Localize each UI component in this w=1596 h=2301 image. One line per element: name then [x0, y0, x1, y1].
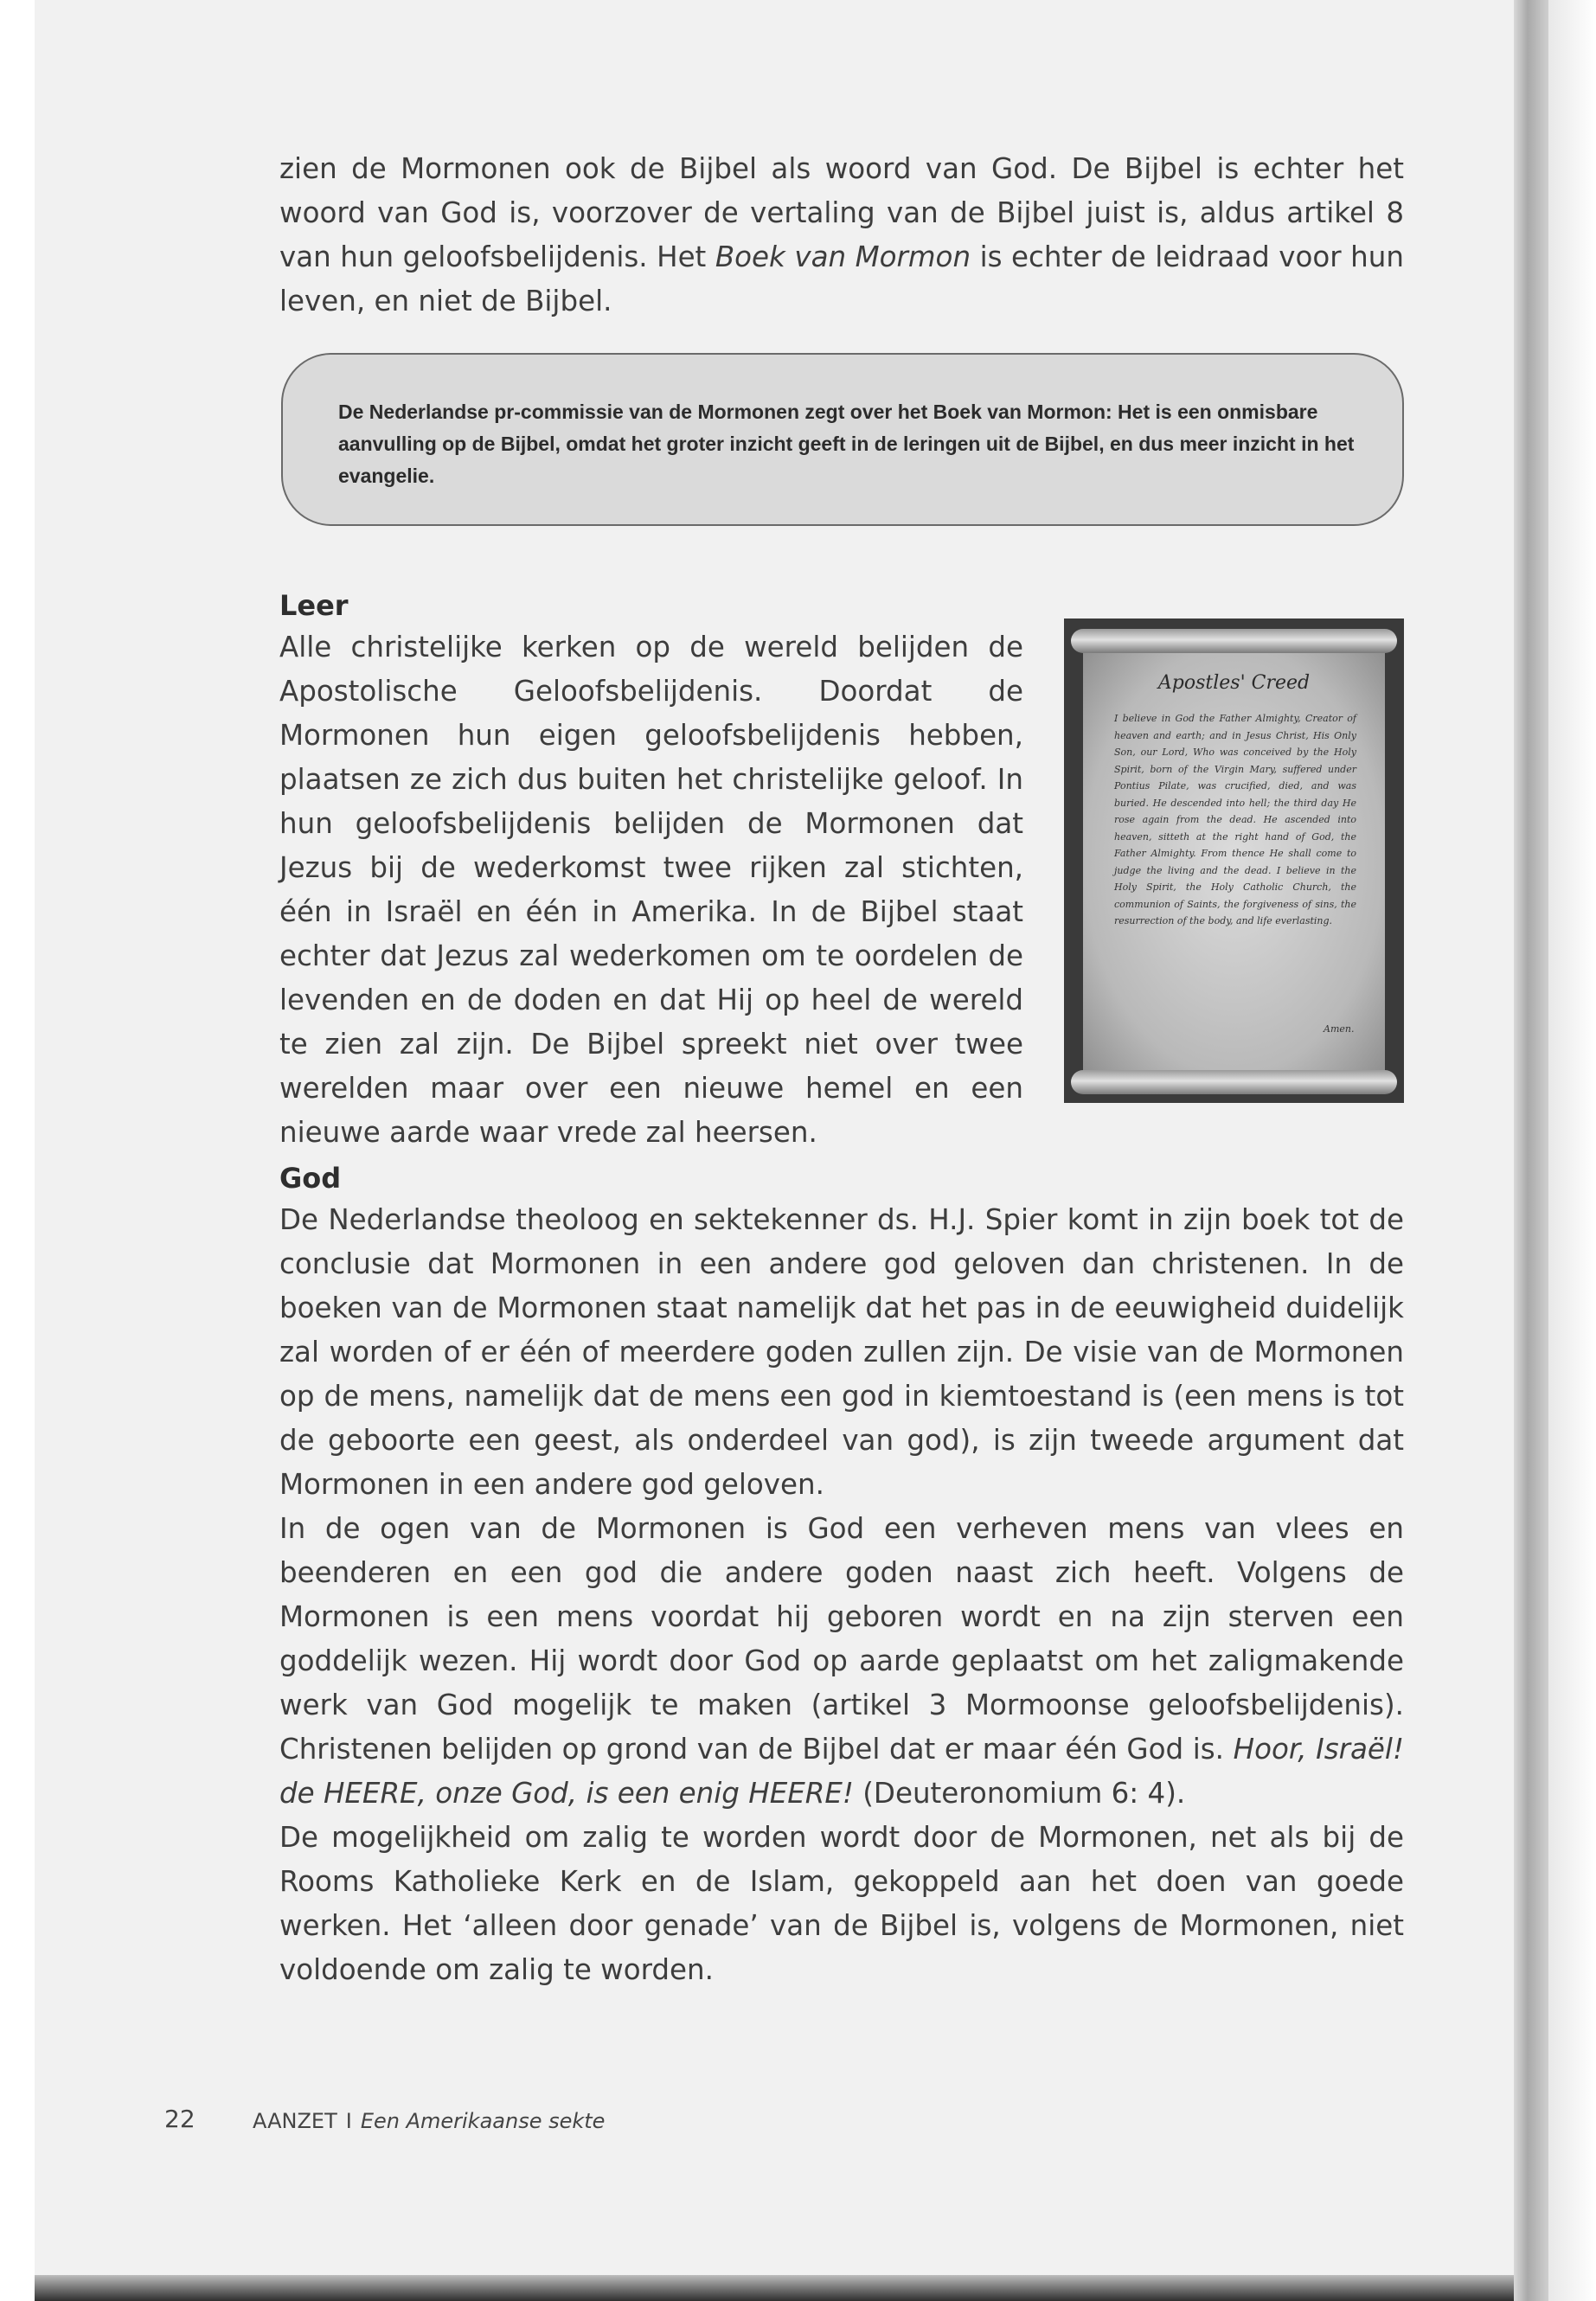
leer-paragraph: Alle christelijke kerken op de wereld belijden de Apostolische Geloofsbelijdenis. Doordat de Mormonen hun eigen geloofsbelijdenis hebben, plaatsen ze zich dus buiten het christelijke geloof. In hun geloofsbelijdenis belijden de Mormonen dat Jezus bij de wederkomst twee rijken zal stichten, één in Israël en één in Amerika. In de Bijbel staat echter dat Jezus zal wederkomen om te oordelen de levenden en de doden en dat Hij op heel de wereld te zien zal zijn. De Bijbel spreekt niet over twee werelden maar over een nieuwe hemel en een nieuwe aarde waar vrede zal heersen. — [279, 631, 1023, 1149]
intro-lead: zien de Mormonen ook de Bijbel als woord van God. De Bijbel is echter het woord van God is, voorzover de vertaling van de Bijbel juist is, aldus artikel 8 van hun geloofsbelijdenis. Het — [279, 152, 1404, 273]
intro-tail: is echter de leidraad voor hun leven, en niet de Bijbel. — [279, 240, 1404, 317]
book-edge — [1548, 0, 1596, 2301]
bible-quote: Hoor, Israël! de HEERE, onze God, is een enig HEERE! — [279, 1733, 1404, 1810]
creed-text: I believe in God the Father Almighty, Creator of heaven and earth; and in Jesus Christ, His Only Son, our Lord, Who was conceived by the Holy Spirit, born of the Virgin Mary, suffered under Pontius Pilate, was crucified, died, and was buried. He descended into hell; the third day He rose again from the dead. He ascended into heaven, sitteth at the right hand of God, the Father Almighty. From thence He shall come to judge the living and the dead. I believe in the Holy Spirit, the Holy Catholic Church, the communion of Saints, the forgiveness of sins, the resurrection of the body, and life everlasting. — [1114, 713, 1356, 926]
apostles-creed-image — [1064, 619, 1404, 1103]
god-paragraph-3: De mogelijkheid om zalig te worden wordt door de Mormonen, net als bij de Rooms Katholieke Kerk en de Islam, gekoppeld aan het doen van goede werken. Het ‘alleen door genade’ van de Bijbel is, volgens de Mormonen, niet voldoende om zalig te worden. — [279, 1821, 1404, 1986]
running-footer — [253, 2109, 605, 2133]
god-paragraph-2 — [279, 1507, 1404, 1816]
book-spine — [1514, 0, 1548, 2301]
intro-paragraph — [279, 147, 1404, 324]
creed-title: Apostles' Creed — [1157, 672, 1311, 694]
scroll-roll-top — [1071, 629, 1397, 653]
callout-text: De Nederlandse pr-commissie van de Mormonen zegt over het Boek van Mormon: Het is een onmisbare aanvulling op de Bijbel, omdat het groter inzicht geeft in de leringen uit de Bijbel, en dus meer inzicht in het evangelie. — [338, 401, 1355, 487]
running-head-subtitle: Een Amerikaanse sekte — [360, 2109, 606, 2133]
intro-book-title: Boek van Mormon — [715, 240, 971, 273]
bottom-shadow — [35, 2275, 1514, 2301]
page-number: 22 — [164, 2105, 195, 2133]
section-heading-god: God — [279, 1162, 342, 1195]
god-paragraph-1: De Nederlandse theoloog en sektekenner ds. H.J. Spier komt in zijn boek tot de conclusie dat Mormonen in een andere god geloven dan christenen. In de boeken van de Mormonen staat namelijk dat het pas in de eeuwigheid duidelijk zal worden of er één of meerdere goden zullen zijn. De visie van de Mormonen op de mens, namelijk dat de mens een god in kiemtoestand is (een mens is tot de geboorte een geest, als onderdeel van god), is zijn tweede argument dat Mormonen in een andere god geloven. — [279, 1203, 1404, 1501]
god-p2-lead: In de ogen van de Mormonen is God een verheven mens van vlees en beenderen en een god die andere goden naast zich heeft. Volgens de Mormonen is een mens voordat hij geboren wordt en na zijn sterven een goddelijk wezen. Hij wordt door God op aarde geplaatst om het zaligmakende werk van God mogelijk te maken (artikel 3 Mormoonse geloofsbelijdenis). Christenen belijden op grond van de Bijbel dat er maar één God is. — [279, 1512, 1404, 1766]
footer-separator: I — [345, 2109, 352, 2133]
quote-callout — [281, 353, 1404, 526]
creed-amen: Amen. — [1324, 1023, 1355, 1035]
section-heading-leer: Leer — [279, 589, 349, 622]
scroll-roll-bottom — [1071, 1070, 1397, 1094]
god-p2-tail: (Deuteronomium 6: 4). — [853, 1777, 1186, 1810]
running-head-title: AANZET — [253, 2109, 337, 2133]
